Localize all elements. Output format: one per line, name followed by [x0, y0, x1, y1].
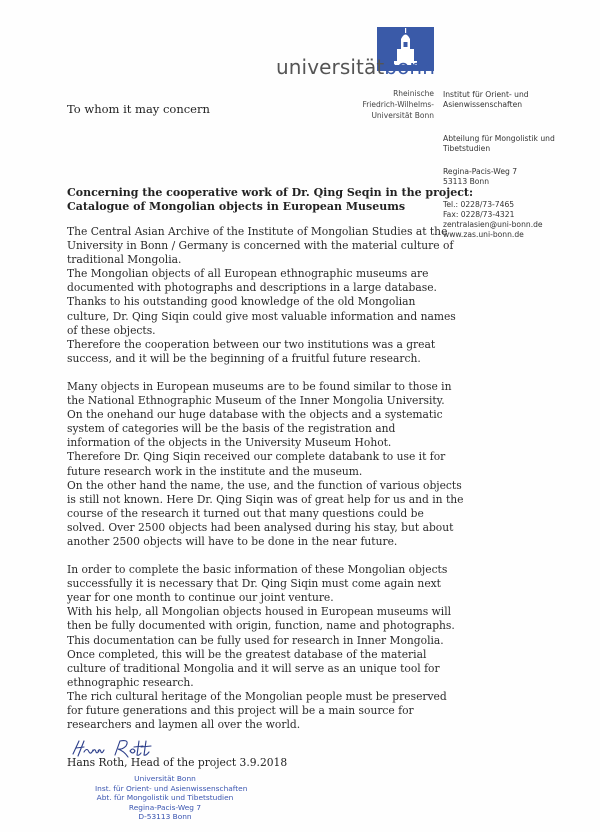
- subject-line: Catalogue of Mongolian objects in European Museums: [67, 200, 406, 213]
- phone-number: Tel.: 0228/73-7465: [443, 200, 515, 209]
- university-name: [350, 88, 434, 121]
- body-line: course of the research it turned out that many questions could be: [67, 506, 424, 520]
- body-line: researchers and laymen all over the world.: [67, 718, 301, 732]
- body-line: system of categories will be the basis of the registration and: [67, 422, 396, 436]
- body-line: Once completed, this will be the greatest database of the material: [67, 647, 427, 661]
- website-address: www.zas.uni-bonn.de: [443, 230, 524, 239]
- stamp-line: Universität Bonn: [134, 774, 196, 783]
- signer-name: Hans Roth, Head of the project 3.9.2018: [67, 756, 288, 769]
- body-line: The Central Asian Archive of the Institute of Mongolian Studies at the: [67, 225, 448, 238]
- body-line: the National Ethnographic Museum of the Inner Mongolia University.: [67, 394, 445, 408]
- body-line: year for one month to continue our joint venture.: [67, 591, 334, 605]
- body-line: information of the objects in the University Museum Hohot.: [67, 436, 392, 450]
- body-line: solved. Over 2500 objects had been analysed during his stay, but about: [67, 520, 454, 534]
- institute-stamp: [95, 774, 248, 822]
- body-line: The rich cultural heritage of the Mongolian people must be preserved: [67, 689, 447, 703]
- body-line: Therefore Dr. Qing Siqin received our complete databank to use it for: [67, 450, 446, 464]
- paragraph: [67, 563, 455, 732]
- address-block: [443, 167, 593, 187]
- body-line: ethnographic research.: [67, 675, 194, 689]
- body-line: culture, Dr. Qing Siqin could give most valuable information and names: [67, 309, 456, 323]
- body-line: future research work in the institute and the museum.: [67, 464, 363, 478]
- body-line: This documentation can be fully used for research in Inner Mongolia.: [67, 633, 444, 647]
- body-line: another 2500 objects will have to be done in the near future.: [67, 534, 398, 548]
- body-line: In order to complete the basic information of these Mongolian objects: [67, 563, 448, 577]
- department-line: Tibetstudien: [443, 144, 491, 153]
- body-line: With his help, all Mongolian objects housed in European museums will: [67, 605, 452, 619]
- addressee: To whom it may concern: [67, 102, 210, 116]
- stamp-line: D-53113 Bonn: [138, 812, 192, 822]
- body-line: On the onehand our huge database with the objects and a systematic: [67, 408, 443, 422]
- university-name-line: Friedrich-Wilhelms-: [362, 100, 434, 109]
- university-name-line: Rheinische: [393, 89, 434, 98]
- institute-line: Asienwissenschaften: [443, 100, 523, 109]
- stamp-line: Regina-Pacis-Weg 7: [128, 802, 202, 812]
- university-name-line: Universität Bonn: [371, 111, 434, 120]
- paragraph: [67, 225, 456, 366]
- body-line: is still not known. Here Dr. Qing Siqin was of great help for us and in the: [67, 492, 464, 506]
- body-line: documented with photographs and descriptions in a large database.: [67, 281, 437, 295]
- institute-line: Institut für Orient- und: [443, 90, 529, 99]
- body-line: success, and it will be the beginning of a fruitful future research.: [67, 351, 421, 365]
- body-line: then be fully documented with origin, function, name and photographs.: [67, 619, 455, 633]
- body-line: University in Bonn / Germany is concerned with the material culture of: [67, 239, 454, 253]
- body-line: Thanks to his outstanding good knowledge of the old Mongolian: [67, 295, 416, 309]
- body-line: culture of traditional Mongolia and it will serve as an unique tool for: [67, 661, 440, 675]
- fax-number: Fax: 0228/73-4321: [443, 210, 515, 219]
- university-wordmark: universitätbonn: [276, 55, 435, 79]
- body-line: On the other hand the name, the use, and the function of various objects: [67, 478, 462, 492]
- institute-block: [443, 90, 593, 110]
- body-line: Many objects in European museums are to be found similar to those in: [67, 379, 452, 393]
- body-line: for future generations and this project will be a main source for: [67, 704, 414, 717]
- body-line: of these objects.: [67, 323, 156, 337]
- address-line: 53113 Bonn: [443, 177, 490, 186]
- subject-heading: [67, 186, 474, 214]
- email-address: zentralasien@uni-bonn.de: [443, 220, 543, 229]
- paragraph: [67, 379, 464, 549]
- address-line: Regina-Pacis-Weg 7: [443, 167, 518, 176]
- contact-block: [443, 200, 593, 240]
- department-block: [443, 134, 593, 154]
- letter-body: [67, 225, 464, 746]
- body-line: traditional Mongolia.: [67, 253, 182, 267]
- department-line: Abteilung für Mongolistik und: [443, 134, 555, 143]
- stamp-line: Abt. für Mongolistik und Tibetstudien: [96, 793, 234, 803]
- body-line: successfully it is necessary that Dr. Qing Siqin must come again next: [67, 577, 441, 591]
- stamp-line: Inst. für Orient- und Asienwissenschaften: [95, 783, 248, 793]
- subject-line: Concerning the cooperative work of Dr. Qing Seqin in the project:: [67, 186, 474, 199]
- letterhead-sidebar: [443, 90, 593, 253]
- body-line: The Mongolian objects of all European ethnographic museums are: [67, 267, 429, 281]
- body-line: Therefore the cooperation between our two institutions was a great: [67, 337, 436, 351]
